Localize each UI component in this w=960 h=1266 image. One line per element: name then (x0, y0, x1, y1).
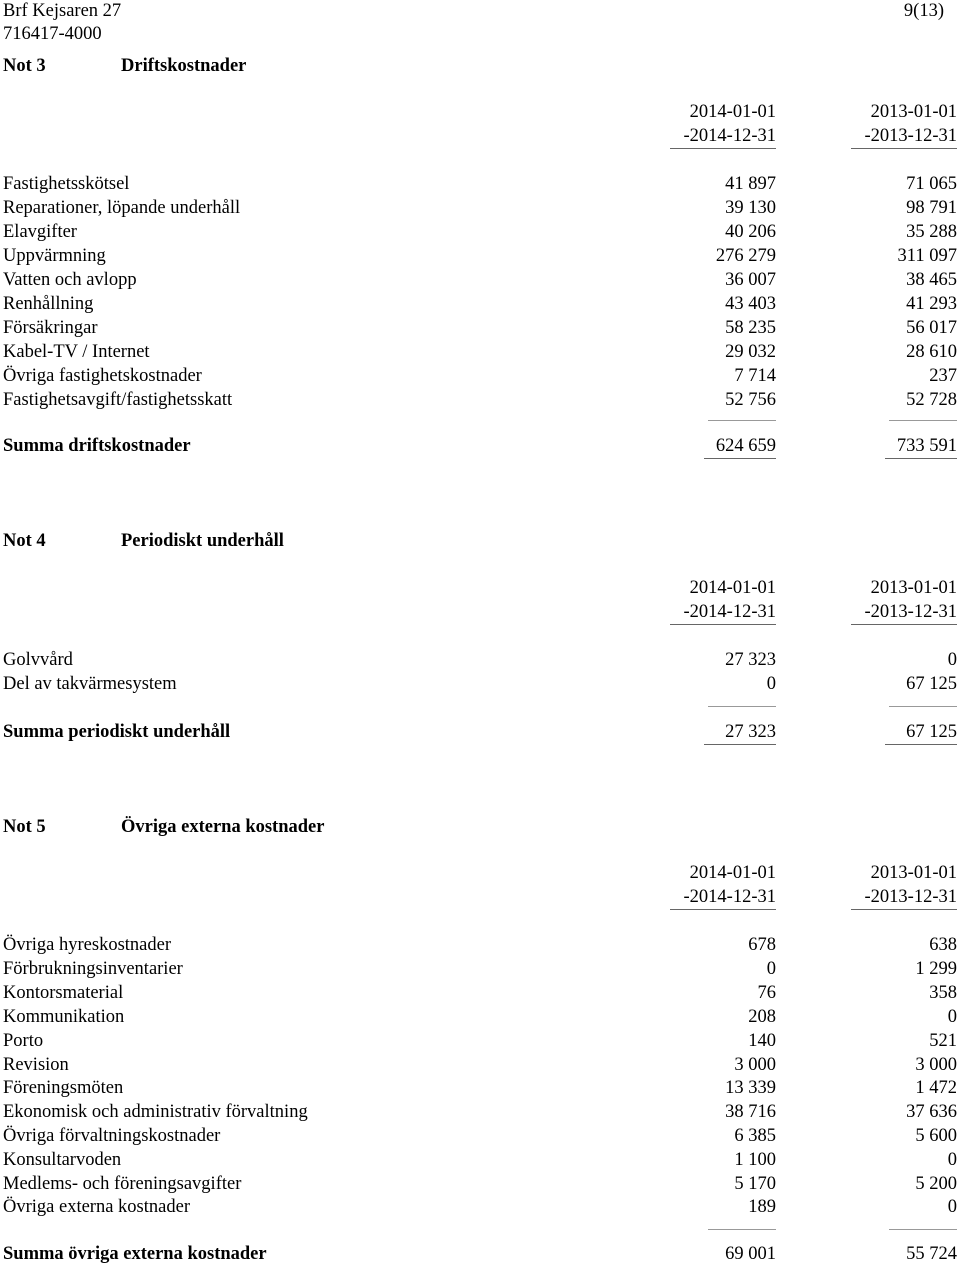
note-heading (3, 529, 284, 553)
row-value-2014: 52 756 (725, 390, 776, 410)
row-label: Medlems- och föreningsavgifter (3, 1174, 242, 1194)
table-row (3, 1100, 957, 1124)
row-value-2013: 28 610 (906, 342, 957, 362)
row-value-2014: 40 206 (725, 222, 776, 242)
note-title: Periodiskt underhåll (121, 531, 284, 551)
row-value-2014: 38 716 (725, 1102, 776, 1122)
note-number: Not 5 (3, 817, 46, 837)
row-label: Kontorsmaterial (3, 983, 124, 1003)
period-previous-start: 2013-01-01 (870, 102, 957, 122)
row-label: Övriga förvaltningskostnader (3, 1126, 221, 1146)
total-value-2014: 624 659 (715, 436, 776, 456)
row-value-2013: 237 (929, 366, 957, 386)
row-value-2014: 1 100 (734, 1150, 776, 1170)
row-value-2013: 38 465 (906, 270, 957, 290)
row-value-2014: 189 (748, 1197, 776, 1217)
header-underline (670, 624, 776, 625)
row-value-2013: 41 293 (906, 294, 957, 314)
table-row (3, 1029, 957, 1053)
table-row (3, 1148, 957, 1172)
table-row (3, 933, 957, 957)
total-underline (885, 458, 957, 459)
period-current-end: -2014-12-31 (683, 887, 776, 907)
row-value-2014: 43 403 (725, 294, 776, 314)
total-label: Summa driftskostnader (3, 436, 191, 456)
row-label: Revision (3, 1055, 69, 1075)
total-row (3, 434, 957, 458)
row-label: Uppvärmning (3, 246, 106, 266)
row-label: Fastighetsavgift/fastighetsskatt (3, 390, 233, 410)
row-label: Kabel-TV / Internet (3, 342, 150, 362)
row-value-2013: 1 299 (915, 959, 957, 979)
row-label: Golvvård (3, 650, 73, 670)
table-row (3, 981, 957, 1005)
organization-name: Brf Kejsaren 27 (3, 1, 122, 21)
row-value-2013: 521 (929, 1031, 957, 1051)
header-underline (851, 909, 957, 910)
row-value-2013: 311 097 (897, 246, 957, 266)
subtotal-rule (889, 420, 957, 421)
table-row (3, 1053, 957, 1077)
row-value-2014: 0 (766, 674, 776, 694)
table-row (3, 1076, 957, 1100)
note-title: Övriga externa kostnader (121, 817, 325, 837)
row-value-2013: 0 (947, 1150, 957, 1170)
row-value-2013: 52 728 (906, 390, 957, 410)
row-value-2014: 36 007 (725, 270, 776, 290)
row-value-2014: 27 323 (725, 650, 776, 670)
row-value-2014: 13 339 (725, 1078, 776, 1098)
row-value-2014: 5 170 (734, 1174, 776, 1194)
row-value-2014: 6 385 (734, 1126, 776, 1146)
header-underline (670, 148, 776, 149)
period-previous-start: 2013-01-01 (870, 578, 957, 598)
total-underline (885, 744, 957, 745)
row-value-2014: 7 714 (734, 366, 776, 386)
note-number: Not 4 (3, 531, 46, 551)
table-row (3, 672, 957, 696)
row-value-2013: 1 472 (915, 1078, 957, 1098)
table-row (3, 1124, 957, 1148)
row-value-2014: 140 (748, 1031, 776, 1051)
page-number: 9(13) (903, 1, 944, 21)
total-value-2013: 733 591 (896, 436, 957, 456)
table-row (3, 340, 957, 364)
row-label: Porto (3, 1031, 44, 1051)
row-label: Renhållning (3, 294, 94, 314)
table-row (3, 1195, 957, 1219)
row-value-2013: 3 000 (915, 1055, 957, 1075)
period-current-end: -2014-12-31 (683, 126, 776, 146)
total-label: Summa periodiskt underhåll (3, 722, 231, 742)
row-label: Ekonomisk och administrativ förvaltning (3, 1102, 308, 1122)
subtotal-rule (889, 1229, 957, 1230)
total-value-2014: 69 001 (725, 1244, 776, 1264)
table-row (3, 220, 957, 244)
row-value-2013: 5 600 (915, 1126, 957, 1146)
row-label: Förbrukningsinventarier (3, 959, 183, 979)
total-value-2014: 27 323 (725, 722, 776, 742)
subtotal-rule (889, 706, 957, 707)
row-label: Fastighetsskötsel (3, 174, 130, 194)
table-row (3, 172, 957, 196)
row-label: Vatten och avlopp (3, 270, 137, 290)
total-underline (704, 458, 776, 459)
row-value-2013: 0 (947, 650, 957, 670)
row-label: Övriga hyreskostnader (3, 935, 171, 955)
organization-number: 716417-4000 (3, 24, 102, 44)
period-previous-end: -2013-12-31 (864, 887, 957, 907)
total-value-2013: 67 125 (906, 722, 957, 742)
row-value-2014: 29 032 (725, 342, 776, 362)
note-title: Driftskostnader (121, 56, 247, 76)
table-row (3, 316, 957, 340)
table-row (3, 268, 957, 292)
row-value-2013: 37 636 (906, 1102, 957, 1122)
note-number: Not 3 (3, 56, 46, 76)
total-row (3, 1242, 957, 1266)
row-value-2014: 39 130 (725, 198, 776, 218)
row-label: Övriga externa kostnader (3, 1197, 190, 1217)
table-row (3, 388, 957, 412)
row-value-2013: 35 288 (906, 222, 957, 242)
header-underline (851, 148, 957, 149)
row-value-2014: 0 (766, 959, 776, 979)
table-row (3, 957, 957, 981)
row-value-2014: 678 (748, 935, 776, 955)
table-row (3, 1172, 957, 1196)
table-row (3, 244, 957, 268)
row-value-2013: 358 (929, 983, 957, 1003)
total-label: Summa övriga externa kostnader (3, 1244, 267, 1264)
row-label: Reparationer, löpande underhåll (3, 198, 241, 218)
subtotal-rule (708, 420, 776, 421)
period-current-end: -2014-12-31 (683, 602, 776, 622)
row-value-2013: 71 065 (906, 174, 957, 194)
row-value-2013: 5 200 (915, 1174, 957, 1194)
row-value-2014: 76 (757, 983, 776, 1003)
row-label: Del av takvärmesystem (3, 674, 177, 694)
header-underline (851, 624, 957, 625)
subtotal-rule (708, 706, 776, 707)
note-heading (3, 54, 246, 78)
row-value-2013: 98 791 (906, 198, 957, 218)
subtotal-rule (708, 1229, 776, 1230)
row-label: Försäkringar (3, 318, 98, 338)
total-value-2013: 55 724 (906, 1244, 957, 1264)
table-row (3, 364, 957, 388)
total-row (3, 720, 957, 744)
period-current-start: 2014-01-01 (689, 102, 776, 122)
period-previous-start: 2013-01-01 (870, 863, 957, 883)
row-value-2013: 56 017 (906, 318, 957, 338)
table-row (3, 292, 957, 316)
table-row (3, 648, 957, 672)
row-value-2013: 67 125 (906, 674, 957, 694)
row-label: Konsultarvoden (3, 1150, 122, 1170)
row-value-2013: 0 (947, 1007, 957, 1027)
row-label: Elavgifter (3, 222, 77, 242)
note-heading (3, 815, 324, 839)
period-previous-end: -2013-12-31 (864, 126, 957, 146)
row-value-2013: 638 (929, 935, 957, 955)
header-underline (670, 909, 776, 910)
row-value-2014: 3 000 (734, 1055, 776, 1075)
period-current-start: 2014-01-01 (689, 578, 776, 598)
row-label: Föreningsmöten (3, 1078, 124, 1098)
row-label: Övriga fastighetskostnader (3, 366, 202, 386)
period-previous-end: -2013-12-31 (864, 602, 957, 622)
row-value-2014: 58 235 (725, 318, 776, 338)
table-row (3, 1005, 957, 1029)
table-row (3, 196, 957, 220)
total-underline (704, 744, 776, 745)
row-value-2014: 276 279 (715, 246, 776, 266)
row-value-2013: 0 (947, 1197, 957, 1217)
row-label: Kommunikation (3, 1007, 125, 1027)
period-current-start: 2014-01-01 (689, 863, 776, 883)
row-value-2014: 208 (748, 1007, 776, 1027)
row-value-2014: 41 897 (725, 174, 776, 194)
